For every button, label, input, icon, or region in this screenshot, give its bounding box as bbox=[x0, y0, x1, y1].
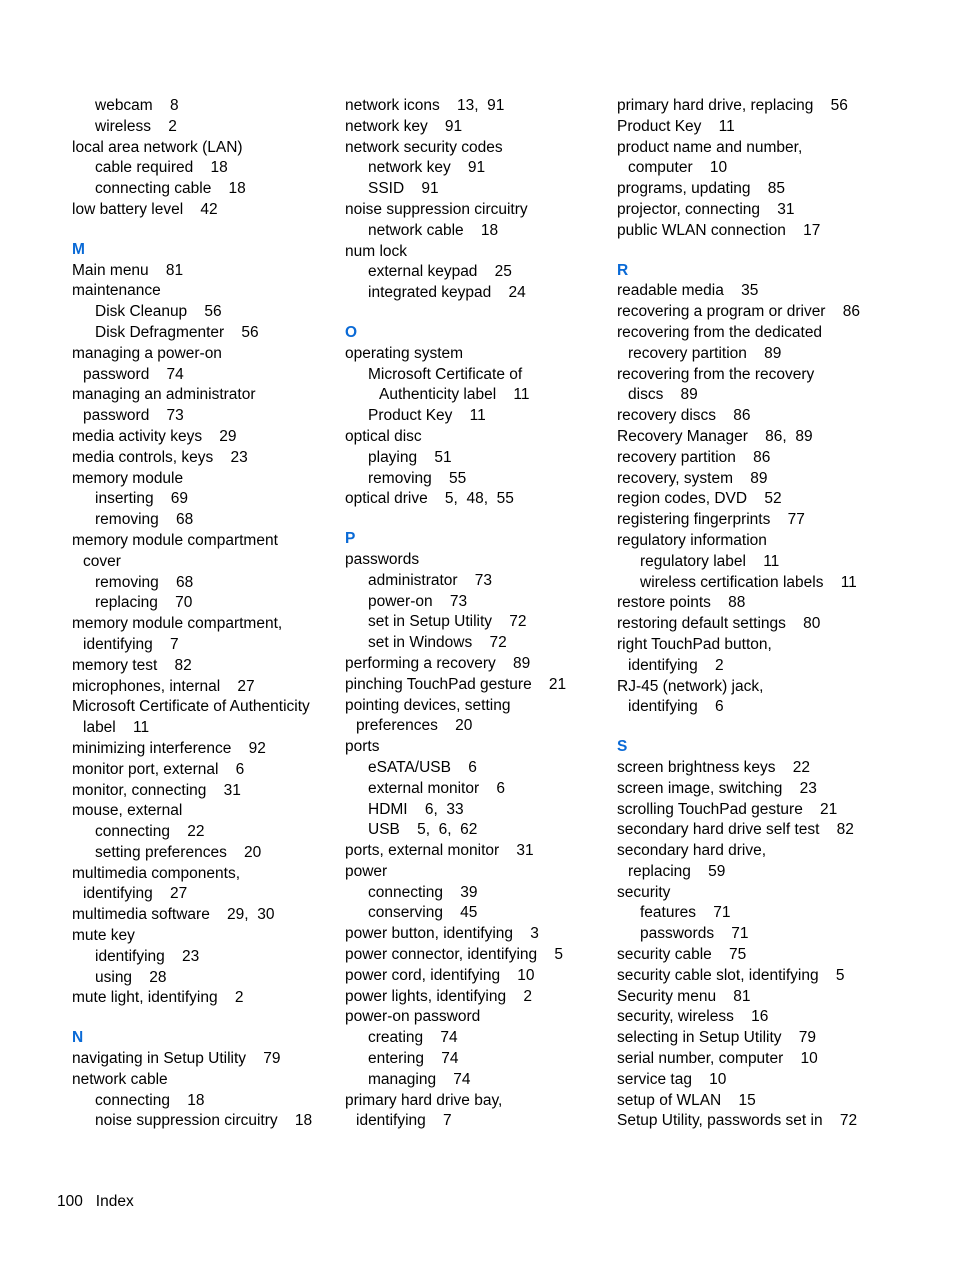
index-entry: right TouchPad button, bbox=[617, 635, 772, 653]
index-entry: pointing devices, setting bbox=[345, 696, 511, 714]
index-subentry: wireless 2 bbox=[95, 117, 177, 135]
index-entry: serial number, computer 10 bbox=[617, 1050, 818, 1068]
index-subentry: using 28 bbox=[95, 968, 167, 986]
index-entry: setup of WLAN 15 bbox=[617, 1091, 756, 1109]
index-subentry: wireless certification labels 11 bbox=[640, 573, 857, 591]
index-subentry: managing 74 bbox=[368, 1070, 471, 1088]
index-entry: ports bbox=[345, 738, 380, 756]
index-entry: primary hard drive, replacing 56 bbox=[617, 97, 848, 114]
index-entry: power-on password bbox=[345, 1008, 481, 1026]
index-subentry: connecting 39 bbox=[368, 883, 478, 901]
index-subentry: regulatory label 11 bbox=[640, 552, 780, 570]
index-entry: product name and number, bbox=[617, 138, 803, 156]
index-entry: optical disc bbox=[345, 427, 422, 445]
index-entry: power button, identifying 3 bbox=[345, 925, 539, 943]
page-number: 100 bbox=[57, 1193, 83, 1210]
index-entry: identifying 2 bbox=[628, 656, 724, 674]
index-entry: mouse, external bbox=[72, 802, 183, 820]
index-entry: recovery, system 89 bbox=[617, 469, 768, 487]
index-entry: network key 91 bbox=[345, 117, 463, 135]
index-entry: region codes, DVD 52 bbox=[617, 490, 782, 508]
index-entry: microphones, internal 27 bbox=[72, 677, 255, 695]
index-entry: monitor port, external 6 bbox=[72, 760, 245, 778]
index-subentry: removing 68 bbox=[95, 573, 194, 591]
index-subentry: Product Key 11 bbox=[368, 407, 486, 425]
index-subentry: noise suppression circuitry 18 bbox=[95, 1112, 313, 1130]
index-subentry: Disk Cleanup 56 bbox=[95, 303, 222, 321]
index-subentry: features 71 bbox=[640, 904, 731, 922]
index-entry: service tag 10 bbox=[617, 1070, 727, 1088]
index-entry: low battery level 42 bbox=[72, 200, 218, 218]
index-entry: pinching TouchPad gesture 21 bbox=[345, 675, 567, 693]
index-entry: navigating in Setup Utility 79 bbox=[72, 1050, 281, 1068]
index-entry: Recovery Manager 86, 89 bbox=[617, 427, 813, 445]
index-subentry: removing 68 bbox=[95, 511, 194, 529]
index-entry: security bbox=[617, 883, 671, 901]
index-entry: power bbox=[345, 862, 388, 880]
section-name: Index bbox=[95, 1193, 134, 1210]
index-letter-heading: P bbox=[345, 530, 356, 548]
index-entry: secondary hard drive, bbox=[617, 842, 767, 860]
index-entry: local area network (LAN) bbox=[72, 138, 243, 156]
index-entry: scrolling TouchPad gesture 21 bbox=[617, 800, 838, 818]
index-subentry: connecting 22 bbox=[95, 823, 205, 841]
index-entry: secondary hard drive self test 82 bbox=[617, 821, 854, 839]
index-entry: registering fingerprints 77 bbox=[617, 511, 805, 529]
index-entry: primary hard drive bay, bbox=[345, 1091, 503, 1109]
index-entry: recovering from the recovery bbox=[617, 365, 815, 383]
index-subentry: Microsoft Certificate of bbox=[368, 365, 523, 383]
index-subentry: conserving 45 bbox=[368, 904, 478, 922]
index-subentry: network key 91 bbox=[368, 159, 486, 177]
index-entry: memory test 82 bbox=[72, 656, 192, 674]
index-entry: media activity keys 29 bbox=[72, 427, 237, 445]
index-subentry: administrator 73 bbox=[368, 571, 493, 589]
index-subentry: external monitor 6 bbox=[368, 779, 505, 797]
index-subentry: connecting 18 bbox=[95, 1091, 205, 1109]
index-subentry: USB 5, 6, 62 bbox=[368, 821, 478, 839]
index-letter-heading: M bbox=[72, 240, 85, 258]
index-subentry: Authenticity label 11 bbox=[379, 386, 530, 404]
index-subentry: creating 74 bbox=[368, 1029, 458, 1047]
index-entry: label 11 bbox=[83, 719, 150, 737]
index-letter-heading: O bbox=[345, 323, 358, 341]
index-entry: memory module compartment, bbox=[72, 615, 283, 633]
index-subentry: replacing 70 bbox=[95, 594, 193, 612]
index-column-1 bbox=[72, 96, 334, 1132]
index-entry: security, wireless 16 bbox=[617, 1008, 769, 1026]
index-subentry: Disk Defragmenter 56 bbox=[95, 323, 259, 341]
index-entry: screen brightness keys 22 bbox=[617, 758, 810, 776]
index-entry: recovery partition 86 bbox=[617, 448, 771, 466]
index-entry: performing a recovery 89 bbox=[345, 654, 531, 672]
index-entry: restoring default settings 80 bbox=[617, 615, 821, 633]
index-entry: cover bbox=[83, 552, 121, 570]
index-subentry: network cable 18 bbox=[368, 221, 499, 239]
index-entry: noise suppression circuitry bbox=[345, 200, 528, 218]
index-entry: readable media 35 bbox=[617, 282, 759, 300]
index-subentry: webcam 8 bbox=[95, 97, 179, 114]
index-subentry: identifying 23 bbox=[95, 947, 200, 965]
index-subentry: power-on 73 bbox=[368, 592, 468, 610]
index-entry: managing a power-on bbox=[72, 344, 222, 362]
index-column-2 bbox=[345, 96, 607, 1132]
index-entry: recovering a program or driver 86 bbox=[617, 303, 860, 321]
index-entry: network security codes bbox=[345, 138, 503, 156]
index-entry: preferences 20 bbox=[356, 717, 473, 735]
index-entry: computer 10 bbox=[628, 159, 728, 177]
index-entry: recovery discs 86 bbox=[617, 407, 751, 425]
index-entry: security cable slot, identifying 5 bbox=[617, 966, 845, 984]
index-entry: num lock bbox=[345, 242, 408, 260]
index-entry: power cord, identifying 10 bbox=[345, 966, 535, 984]
index-entry: minimizing interference 92 bbox=[72, 739, 266, 757]
index-entry: identifying 6 bbox=[628, 698, 724, 716]
index-entry: Setup Utility, passwords set in 72 bbox=[617, 1112, 858, 1130]
index-entry: multimedia components, bbox=[72, 864, 240, 882]
index-subentry: inserting 69 bbox=[95, 490, 189, 508]
page-footer bbox=[57, 1192, 134, 1212]
index-entry: multimedia software 29, 30 bbox=[72, 906, 275, 924]
index-entry: Microsoft Certificate of Authenticity bbox=[72, 698, 310, 716]
index-entry: selecting in Setup Utility 79 bbox=[617, 1029, 817, 1047]
index-entry: identifying 7 bbox=[83, 635, 179, 653]
index-entry: security cable 75 bbox=[617, 946, 747, 964]
index-entry: power connector, identifying 5 bbox=[345, 946, 563, 964]
index-entry: Product Key 11 bbox=[617, 117, 735, 135]
index-entry: programs, updating 85 bbox=[617, 180, 786, 198]
index-subentry: SSID 91 bbox=[368, 180, 439, 198]
index-entry: ports, external monitor 31 bbox=[345, 842, 534, 860]
index-entry: power lights, identifying 2 bbox=[345, 987, 532, 1005]
index-entry: public WLAN connection 17 bbox=[617, 221, 821, 239]
index-entry: screen image, switching 23 bbox=[617, 779, 817, 797]
index-subentry: integrated keypad 24 bbox=[368, 284, 526, 302]
index-entry: passwords bbox=[345, 550, 420, 568]
index-entry: RJ-45 (network) jack, bbox=[617, 677, 764, 695]
index-entry: identifying 27 bbox=[83, 885, 188, 903]
index-letter-heading: N bbox=[72, 1029, 84, 1047]
index-entry: mute key bbox=[72, 927, 135, 945]
index-column-3 bbox=[617, 96, 917, 1132]
index-subentry: HDMI 6, 33 bbox=[368, 800, 464, 818]
index-entry: Main menu 81 bbox=[72, 261, 184, 279]
index-entry: password 73 bbox=[83, 407, 184, 425]
index-entry: operating system bbox=[345, 344, 464, 362]
index-entry: regulatory information bbox=[617, 531, 767, 549]
index-entry: network icons 13, 91 bbox=[345, 97, 505, 114]
index-entry: recovery partition 89 bbox=[628, 344, 782, 362]
index-subentry: set in Windows 72 bbox=[368, 634, 507, 652]
index-letter-heading: R bbox=[617, 261, 629, 279]
index-entry: maintenance bbox=[72, 282, 161, 300]
index-entry: optical drive 5, 48, 55 bbox=[345, 490, 514, 508]
index-entry: password 74 bbox=[83, 365, 184, 383]
index-letter-heading: S bbox=[617, 738, 628, 756]
index-subentry: cable required 18 bbox=[95, 159, 228, 177]
index-subentry: eSATA/USB 6 bbox=[368, 758, 477, 776]
index-entry: memory module compartment bbox=[72, 531, 278, 549]
index-subentry: passwords 71 bbox=[640, 925, 749, 943]
index-subentry: set in Setup Utility 72 bbox=[368, 613, 527, 631]
index-subentry: entering 74 bbox=[368, 1050, 459, 1068]
index-subentry: external keypad 25 bbox=[368, 263, 512, 281]
index-subentry: playing 51 bbox=[368, 448, 452, 466]
index-entry: recovering from the dedicated bbox=[617, 323, 823, 341]
index-entry: monitor, connecting 31 bbox=[72, 781, 241, 799]
index-entry: media controls, keys 23 bbox=[72, 448, 248, 466]
index-entry: managing an administrator bbox=[72, 386, 256, 404]
index-entry: replacing 59 bbox=[628, 862, 726, 880]
index-entry: restore points 88 bbox=[617, 594, 746, 612]
index-entry: discs 89 bbox=[628, 386, 698, 404]
index-subentry: setting preferences 20 bbox=[95, 843, 262, 861]
index-subentry: connecting cable 18 bbox=[95, 180, 246, 198]
index-entry: Security menu 81 bbox=[617, 987, 751, 1005]
index-entry: memory module bbox=[72, 469, 184, 487]
index-subentry: removing 55 bbox=[368, 469, 467, 487]
index-entry: network cable bbox=[72, 1070, 168, 1088]
index-entry: projector, connecting 31 bbox=[617, 200, 795, 218]
index-entry: mute light, identifying 2 bbox=[72, 989, 244, 1007]
index-entry: identifying 7 bbox=[356, 1112, 452, 1130]
